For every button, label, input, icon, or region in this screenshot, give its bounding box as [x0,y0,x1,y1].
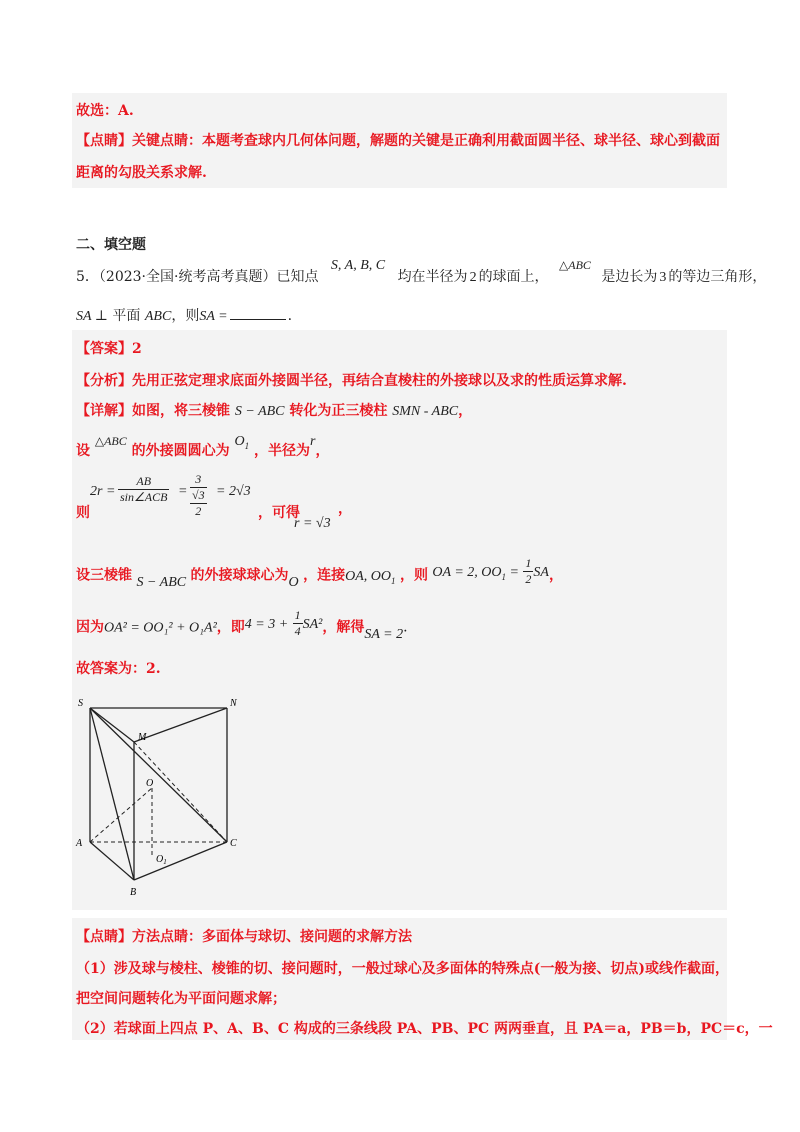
detail-l5-c: ，即 [216,619,245,636]
tip-line1 [76,926,412,946]
detail-l4-a: 设三棱锥 [76,567,132,584]
detail-l3-d: ， [338,501,352,517]
detail-l4-o: O [288,574,299,590]
detail-l4-h-sub: 1 [501,571,506,582]
answer-blank [230,307,286,320]
prev-remark-tag: 【点睛】 [76,133,132,149]
label-b: B [130,887,137,898]
question-number: 5． [76,269,99,285]
detail-l1-e: ， [458,403,473,419]
detail-tag: 【详解】 [76,403,132,419]
label-s: S [78,698,83,709]
detail-l4-f [345,569,395,584]
detail-l1-c: 转化为正三棱柱 [289,403,388,419]
detail-l2-o-sub: 1 [244,440,250,451]
detail-l4-c: 的外接球球心为 [190,567,289,584]
tip-tag: 【点睛】 [76,929,132,945]
segment-mc [134,742,227,842]
detail-l3-a: 则 [76,505,90,521]
question-points: S, A, B, C [330,258,386,273]
detail-l5-e: SA² [302,616,323,632]
tip-title: 方法点睛：多面体与球切、接问题的求解方法 [132,929,412,945]
detail-l3-eq3: = 2√3 [216,484,251,499]
detail-line1 [76,400,472,420]
label-o: O [146,778,154,789]
detail-l4-h-text: OA = 2, OO [432,564,502,580]
detail-l4-f-sub: 1 [391,575,396,586]
analysis-text: 先用正弦定理求底面外接圆半径，再结合直棱柱的外接球以及求的性质运算求解. [132,373,627,389]
question-sa-eq: SA = [199,309,228,324]
detail-l3-frac1-num: AB [118,474,169,490]
label-m: M [138,732,147,743]
detail-l5-g: SA = 2 [364,626,404,642]
detail-l1-pyramid: S − ABC [234,404,285,419]
answer-tag: 【答案】 [76,341,132,357]
detail-l4-frac-den: 2 [525,572,532,586]
detail-l3-frac2-den-bot: 2 [195,504,202,518]
detail-l3-frac2 [190,472,207,519]
detail-l5-frac [293,608,303,639]
detail-l2-g: ， [315,443,330,459]
question-5-line2 [76,305,292,325]
detail-l1-a: 如图，将三棱锥 [132,403,230,419]
section-title: 二、填空题 [76,237,146,253]
detail-l4-k: ， [548,567,563,584]
question-end: 是边长为 [601,269,658,285]
detail-l3-frac2-den-top: √3 [192,488,205,502]
final-answer: 故答案为：2. [76,661,161,677]
label-c: C [230,838,237,849]
detail-l3-r: r = √3 [294,516,331,531]
detail-l2-o: O [234,434,245,449]
prev-remark-text1: 关键点睛：本题考查球内几何体问题，解题的关键是正确利用截面圆半径、球半径、球心到截面 [132,133,720,149]
label-o1-sub: 1 [163,858,167,866]
label-n: N [230,698,237,709]
question-mid2: 的球面上， [478,269,549,285]
question-5-line1 [76,258,767,286]
detail-l4-g: ，则 [399,567,428,584]
tip-line4: （2）若球面上四点 P、A、B、C 构成的三条线段 PA、PB、PC 两两垂直，且 PA＝a，PB＝b，PC＝c，一 [76,1021,773,1037]
prism-figure [72,690,252,900]
detail-l2-a: 设 [76,443,90,459]
question-abc: ABC [144,309,172,324]
detail-l2-e: ，半径为 [254,443,311,459]
tip-line2: （1）涉及球与棱柱、棱锥的切、接问题时，一般过球心及多面体的特殊点(一般为接、切点)或线作截面， [76,961,729,977]
label-o1 [156,854,167,866]
detail-line3 [76,472,352,538]
question-source: （2023·全国·统考高考真题）已知点 [98,269,319,285]
detail-l5-d: 4 = 3 + [244,616,289,632]
detail-l1-prism: SMN - ABC [392,404,459,419]
question-radius: 2 [469,270,477,285]
tip-line3: 把空间问题转化为平面问题求解； [76,991,286,1007]
detail-l2-o1 [235,434,250,449]
detail-l4-sa: SA [533,564,549,580]
prev-remark-line2: 距离的勾股关系求解. [76,165,207,181]
detail-line2 [76,434,330,461]
edge-sc [90,708,227,842]
detail-l4-pyramid: S − ABC [136,574,187,590]
detail-l4-i: = [509,564,519,580]
prev-choice: 故选：A. [76,103,134,119]
detail-l4-frac [523,556,533,587]
question-then: ，则 [171,308,200,324]
answer-value: 2 [132,341,142,357]
detail-l3-b: ，可得 [258,505,300,521]
edge-mn [134,708,227,742]
label-o1-main: O [156,854,164,865]
detail-l5-b: OA² = OO₁² + O₁A² [104,620,217,636]
detail-l5-h: . [403,619,408,636]
detail-l5-a: 因为 [76,619,104,636]
detail-l2-c: 的外接圆圆心为 [131,443,230,459]
detail-l4-h [432,565,519,580]
detail-l2-r: r [310,434,316,449]
edge-sb [90,708,134,880]
detail-l5-frac-num: 1 [294,608,301,622]
question-sa-perp: SA ⊥ [76,309,108,324]
answer-line [76,338,142,358]
detail-line4 [76,556,563,591]
question-end2: 的等边三角形， [668,269,767,285]
analysis-line [76,370,627,390]
question-period: . [287,308,293,324]
question-triangle: △ABC [559,258,591,272]
detail-l4-e: ，连接 [303,567,346,584]
detail-l3-eq1: 2r = [90,484,116,499]
detail-l3-frac1-den: sin∠ACB [120,490,168,504]
question-side: 3 [659,270,667,285]
detail-l3-eq2: = [178,484,188,499]
label-a: A [76,838,83,849]
detail-l3-frac1 [118,474,169,505]
segment-oa [90,788,152,842]
detail-l4-f-text: OA, OO [345,568,392,584]
detail-l5-f: ，解得 [322,619,365,636]
edge-bc [134,842,227,880]
detail-l4-frac-num: 1 [525,556,532,570]
edge-ab [90,842,134,880]
edge-sm [90,708,134,742]
question-mid: 均在半径为 [397,269,468,285]
analysis-tag: 【分析】 [76,373,132,389]
detail-line5 [76,608,408,643]
detail-l2-triangle: △ABC [94,434,127,448]
detail-l3-frac2-num: 3 [190,472,207,488]
question-plane: 平面 [112,308,141,324]
detail-l5-frac-den: 4 [294,624,301,638]
prev-remark-line1 [76,130,720,150]
